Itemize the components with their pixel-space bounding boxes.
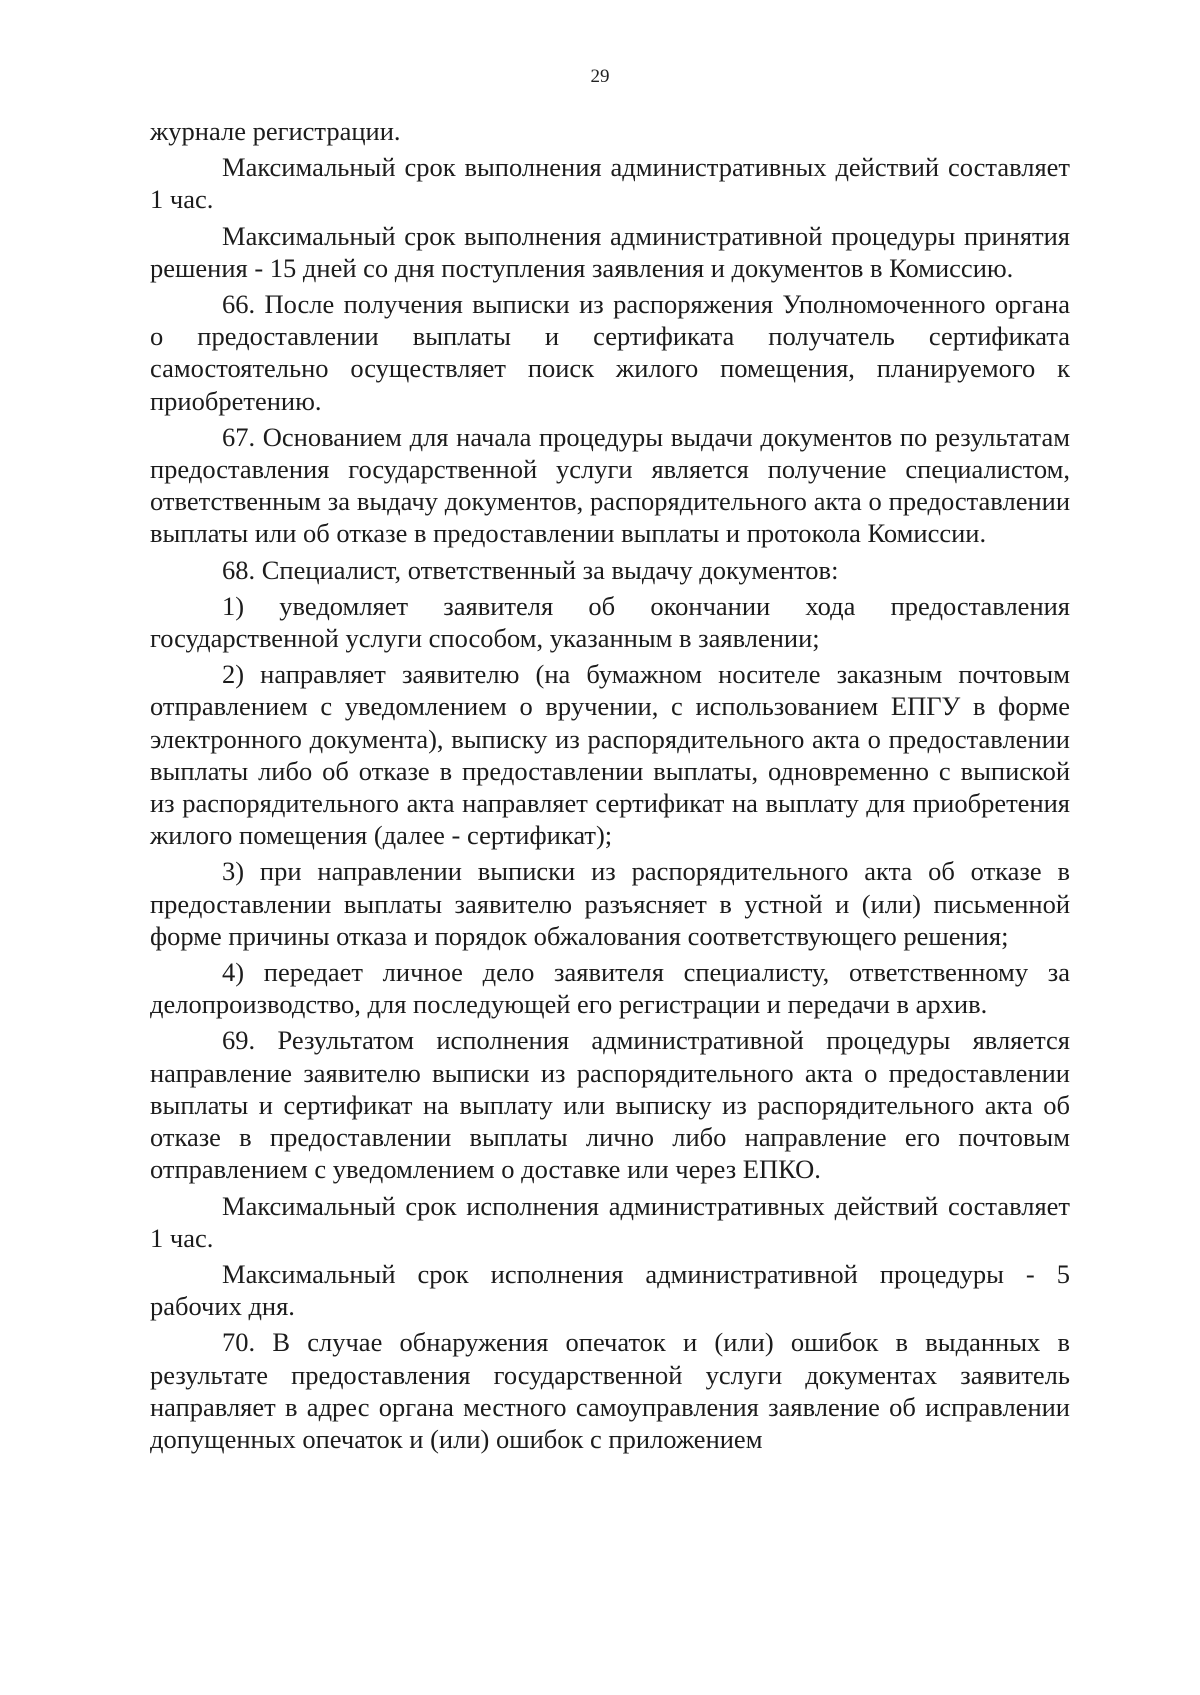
list-item: 3) при направлении выписки из распорядительного акта об отказе в предоставлении выплаты заявителю разъясняет в устной и (или) письменной форме причины отказа и порядок обжалования соответствующего решения;	[150, 856, 1070, 951]
paragraph: 68. Специалист, ответственный за выдачу документов:	[222, 554, 839, 585]
paragraph: Максимальный срок исполнения административных действий составляет 1 час.	[150, 1190, 1070, 1253]
paragraph: Максимальный срок исполнения административной процедуры - 5 рабочих дня.	[150, 1258, 1070, 1322]
paragraph: Максимальный срок выполнения административной процедуры принятия решения - 15 дней со дня поступления заявления и документов в Комиссию.	[150, 220, 1070, 283]
paragraph: 69. Результатом исполнения административной процедуры является направление заявителю выписки из распорядительного акта о предоставлении выплаты и сертификат на выплату или выписку из распорядительного акта об отказе в предоставлении выплаты лично либо направление его почтовым отправлением с уведомлением о доставке или через ЕПКО.	[150, 1025, 1070, 1185]
list-item: 1) уведомляет заявителя об окончании хода предоставления государственной услуги способом, указанным в заявлении;	[150, 590, 1070, 654]
document-body	[150, 115, 1070, 1459]
paragraph: 70. В случае обнаружения опечаток и (или) ошибок в выданных в результате предоставления государственной услуги документах заявитель направляет в адрес органа местного самоуправления заявление об исправлении допущенных опечаток и (или) ошибок с приложением	[150, 1327, 1070, 1454]
paragraph: 67. Основанием для начала процедуры выдачи документов по результатам предоставления государственной услуги является получение специалистом, ответственным за выдачу документов, распорядительного акта о предоставлении выплаты или об отказе в предоставлении выплаты и протокола Комиссии.	[150, 421, 1070, 549]
list-item: 2) направляет заявителю (на бумажном носителе заказным почтовым отправлением с уведомлением о вручении, с использованием ЕПГУ в форме электронного документа), выписку из распорядительного акта о предоставлении выплаты либо об отказе в предоставлении выплаты, одновременно с выпиской из распорядительного акта направляет сертификат на выплату для приобретения жилого помещения (далее - сертификат);	[150, 659, 1070, 851]
page-number: 29	[590, 66, 610, 87]
paragraph: Максимальный срок выполнения административных действий составляет 1 час.	[150, 152, 1070, 215]
list-item: 4) передает личное дело заявителя специалисту, ответственному за делопроизводство, для последующей его регистрации и передачи в архив.	[150, 957, 1070, 1020]
paragraph: журнале регистрации.	[150, 116, 401, 146]
paragraph: 66. После получения выписки из распоряжения Уполномоченного органа о предоставлении выплаты и сертификата получатель сертификата самостоятельно осуществляет поиск жилого помещения, планируемого к приобретению.	[150, 289, 1070, 416]
